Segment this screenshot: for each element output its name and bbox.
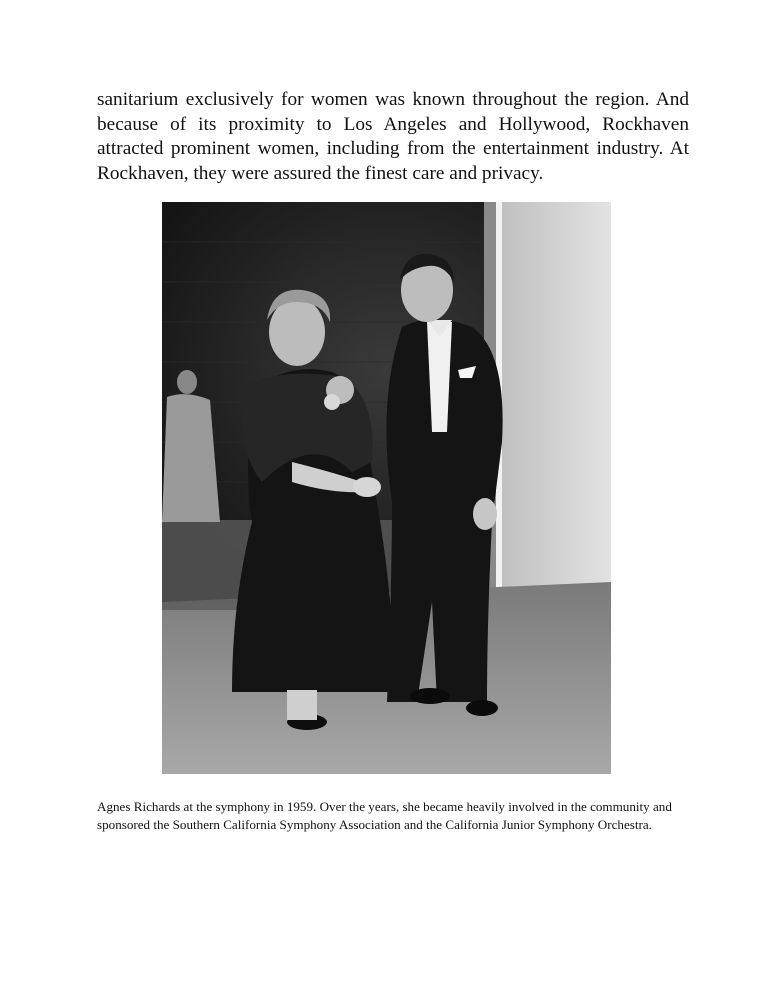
body-paragraph: sanitarium exclusively for women was known throughout the region. And because of its proximity to Los Angeles and Hollywood, Rockhaven attracted prominent women, including from the entertainment industry. At Rockhaven, they were assured the finest care and privacy. [97, 89, 689, 184]
historical-photograph [162, 202, 611, 774]
photo-caption: Agnes Richards at the symphony in 1959. Over the years, she became heavily involved in the community and sponsored the Southern California Symphony Association and the California Junior Symphony Orchestra. [97, 799, 672, 832]
photograph-couple-icon [162, 202, 611, 774]
